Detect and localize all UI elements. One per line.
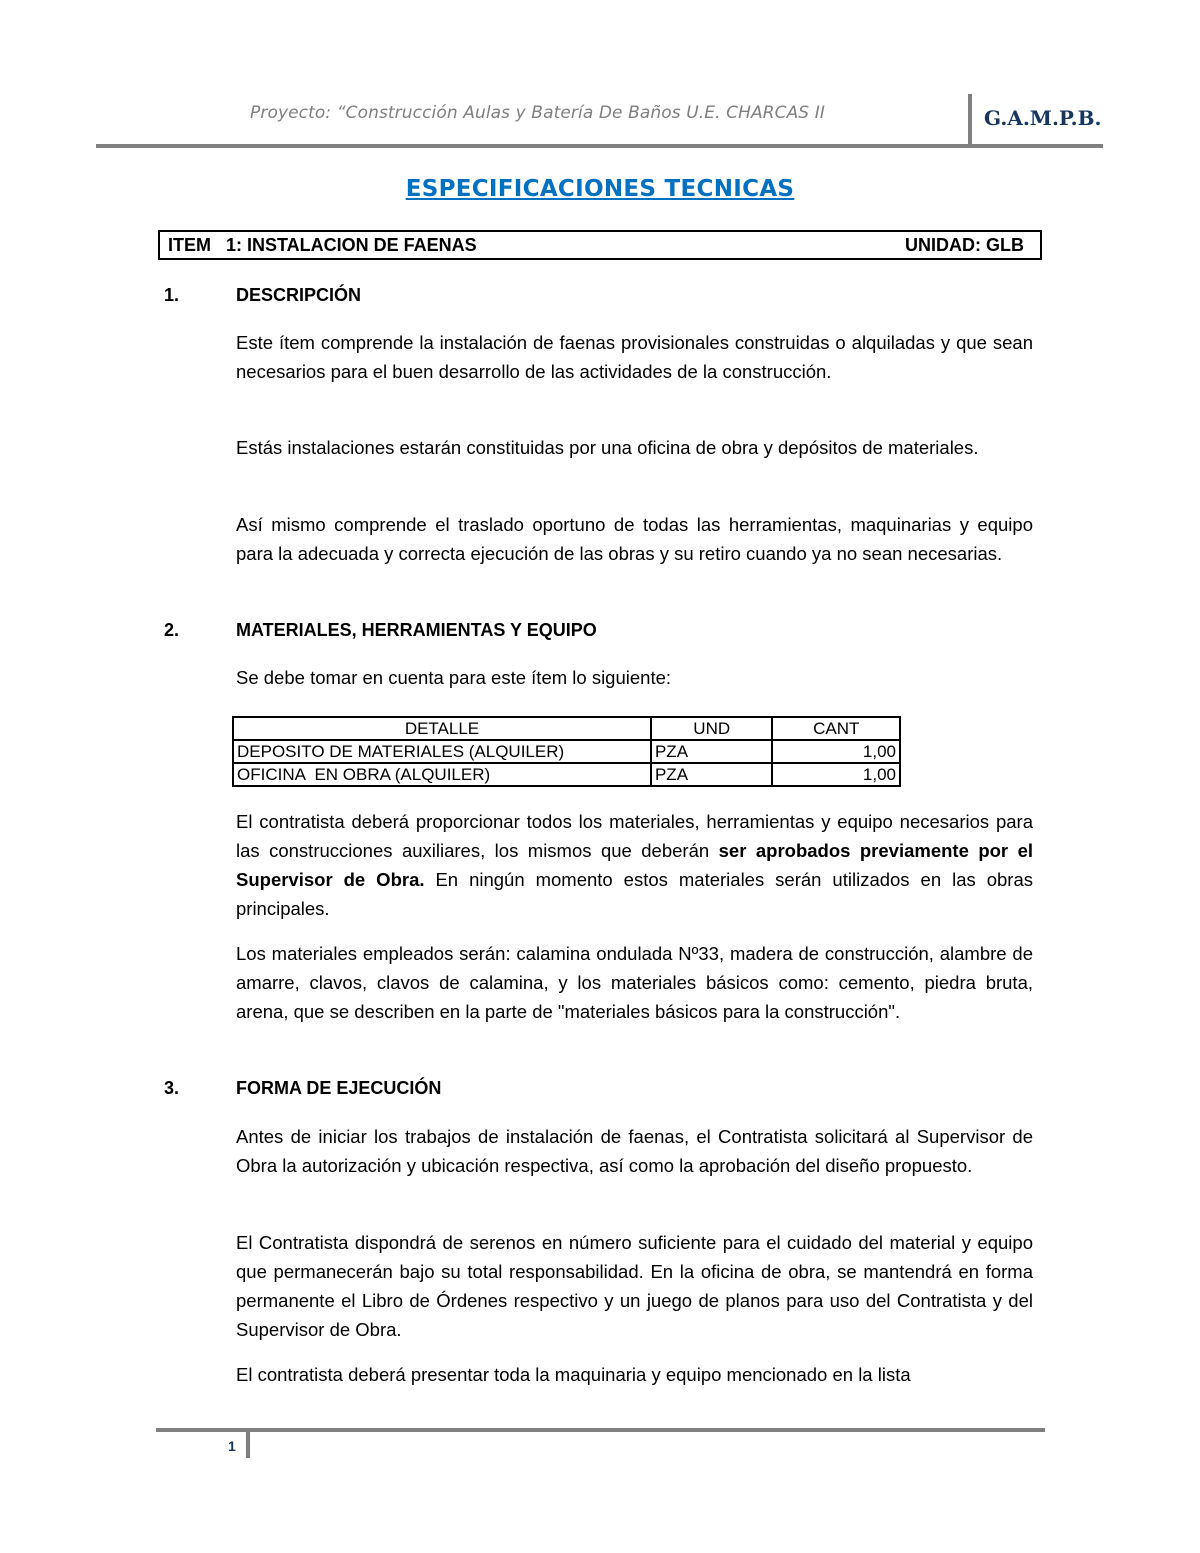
table-cell-und: PZA	[651, 763, 773, 786]
header-divider	[968, 94, 972, 144]
table-header-detalle: DETALLE	[233, 717, 651, 740]
section-2-number: 2.	[164, 620, 180, 640]
section-3-paragraph-3: El contratista deberá presentar toda la maquinaria y equipo mencionado en la lista	[236, 1364, 911, 1385]
section-2-title: MATERIALES, HERRAMIENTAS Y EQUIPO	[236, 620, 597, 640]
footer-rule	[156, 1428, 1045, 1432]
footer-divider	[246, 1430, 250, 1458]
section-1-title: DESCRIPCIÓN	[236, 285, 362, 305]
table-row	[233, 740, 900, 763]
section-2-paragraph-contratista	[236, 807, 1033, 923]
section-1-paragraph-3: Así mismo comprende el traslado oportuno de todas las herramientas, maquinarias y equipo para la adecuada y correcta ejecución de las obras y su retiro cuando ya no sean necesarias.	[236, 514, 1033, 564]
item-label: ITEM 1: INSTALACION DE FAENAS	[168, 235, 477, 255]
section-3-title: FORMA DE EJECUCIÓN	[236, 1078, 442, 1098]
table-header-row	[233, 717, 900, 740]
table-cell-cant: 1,00	[772, 740, 900, 763]
table-header-cant: CANT	[772, 717, 900, 740]
table-row	[233, 763, 900, 786]
section-1-paragraph-2: Estás instalaciones estarán constituidas por una oficina de obra y depósitos de materiales.	[236, 437, 979, 458]
table-cell-und: PZA	[651, 740, 773, 763]
section-3-paragraph-1: Antes de iniciar los trabajos de instalación de faenas, el Contratista solicitará al Supervisor de Obra la autorización y ubicación respectiva, así como la aprobación del diseño propuesto.	[236, 1126, 1033, 1176]
page-title: ESPECIFICACIONES TECNICAS	[405, 176, 795, 202]
header-project-title: Proyecto: “Construcción Aulas y Batería De Baños U.E. CHARCAS II	[250, 103, 825, 123]
section-1-paragraph-1: Este ítem comprende la instalación de faenas provisionales construidas o alquiladas y que sean necesarios para el buen desarrollo de las actividades de la construcción.	[236, 332, 1033, 382]
section-2-intro: Se debe tomar en cuenta para este ítem lo siguiente:	[236, 667, 672, 688]
section-3-paragraph-2: El Contratista dispondrá de serenos en número suficiente para el cuidado del material y equipo que permanecerán bajo su total responsabilidad. En la oficina de obra, se mantendrá en forma permanente el Libro de Órdenes respectivo y un juego de planos para uso del Contratista y del Supervisor de Obra.	[236, 1232, 1033, 1340]
section-1-number: 1.	[164, 285, 180, 305]
contratista-text-bold: ser aprobados previamente por el Supervisor de Obra.	[236, 840, 1033, 890]
section-2-paragraph-materiales: Los materiales empleados serán: calamina ondulada Nº33, madera de construcción, alambre de amarre, clavos, clavos de calamina, y los materiales básicos como: cemento, piedra bruta, arena, que se describen en la parte de "materiales básicos para la construcción".	[236, 943, 1033, 1022]
header-logo: G.A.M.P.B.	[984, 106, 1102, 130]
contratista-text-b: En ningún momento estos materiales serán utilizados en las obras principales.	[236, 869, 1033, 919]
item-box	[158, 230, 1042, 260]
table-cell-detalle: OFICINA EN OBRA (ALQUILER)	[233, 763, 651, 786]
materials-table	[232, 716, 901, 787]
table-cell-cant: 1,00	[772, 763, 900, 786]
contratista-text-a: El contratista deberá proporcionar todos los materiales, herramientas y equipo necesarios para las construcciones auxiliares, los mismos que deberán	[236, 811, 1033, 861]
section-3-number: 3.	[164, 1078, 180, 1098]
table-cell-detalle: DEPOSITO DE MATERIALES (ALQUILER)	[233, 740, 651, 763]
item-unit: UNIDAD: GLB	[905, 235, 1024, 255]
header-rule	[96, 144, 1103, 148]
page-number: 1	[228, 1438, 236, 1454]
table-header-und: UND	[651, 717, 773, 740]
